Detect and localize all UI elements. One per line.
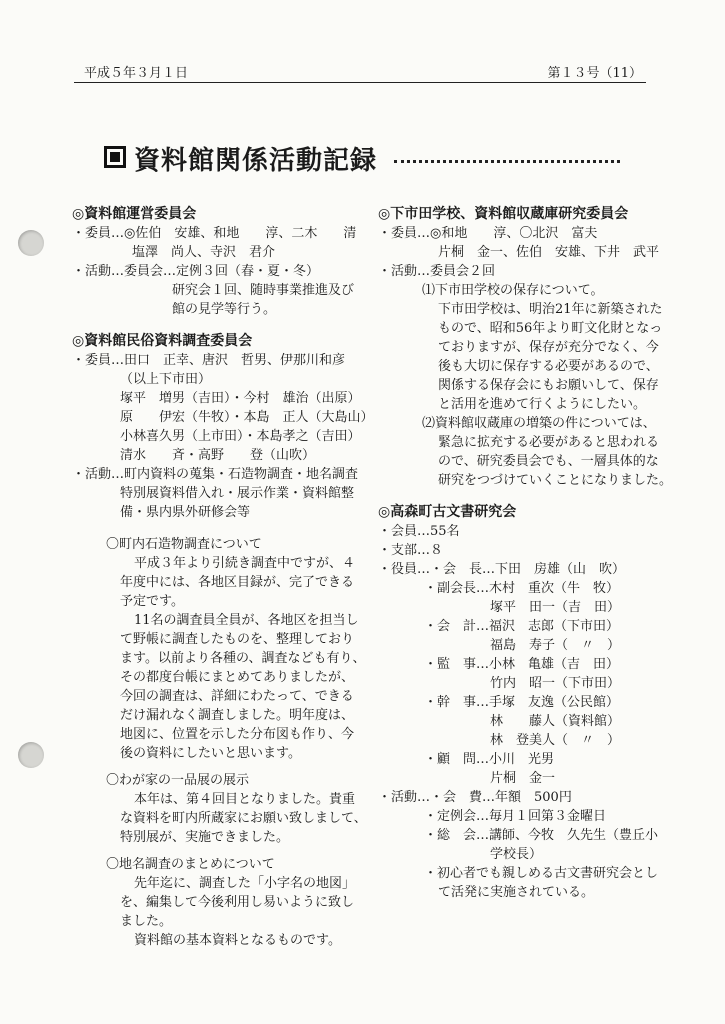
text-line: ・会 計…福沢 志郎（下市田）	[424, 619, 620, 634]
text-line: ます。以前より各種の、調査なども有り、	[120, 651, 366, 666]
text-line: て野帳に調査したものを、整理しており	[120, 632, 355, 647]
spacer	[72, 763, 372, 771]
text-line: 小林喜久男（上市田）・本島孝之（吉田）	[120, 429, 361, 444]
section-heading: ◎高森町古文書研究会	[378, 504, 517, 520]
section-heading: ◎下市田学校、資料館収蔵庫研究委員会	[378, 206, 629, 222]
text-line: ・委員…田口 正幸、唐沢 哲男、伊那川和彦	[72, 353, 346, 368]
text-line: 清水 斉・高野 登（山吹）	[120, 448, 316, 463]
text-line: ・委員…◎和地 淳、〇北沢 富夫	[378, 226, 598, 241]
text-line: ました。	[120, 914, 173, 929]
text-line: ・役員…・会 長…下田 房雄（山 吹）	[378, 562, 626, 577]
section-heading: ◎資料館運営委員会	[72, 206, 197, 222]
text-line: 片桐 金一、佐伯 安雄、下井 武平	[438, 245, 660, 260]
dotted-rule	[394, 160, 620, 163]
text-line: ・顧 問…小川 光男	[424, 752, 555, 767]
text-line: と活用を進めて行くようにしたい。	[438, 397, 647, 412]
text-line: 緊急に拡充する必要があると思われる	[438, 435, 660, 450]
text-line: 先年迄に、調査した「小字名の地図」	[134, 876, 356, 891]
text-line: 地図に、位置を示した分布図も作り、今	[120, 727, 355, 742]
text-line: 林 藤人（資料館）	[490, 714, 621, 729]
text-line: ・委員…◎佐伯 安雄、和地 淳、二木 清	[72, 226, 357, 241]
text-line: 片桐 金一	[490, 771, 556, 786]
left-column	[72, 205, 372, 950]
text-line: 研究会１回、随時事業推進及び	[172, 283, 355, 298]
text-line: 関係する保存会にもお願いして、保存	[438, 378, 659, 393]
text-line: 〇地名調査のまとめについて	[106, 857, 275, 872]
text-line: ⑵資料館収蔵庫の増築の件については、	[422, 416, 656, 431]
text-line: 塚平 増男（吉田）・今村 雄治（出原）	[120, 391, 361, 406]
right-column	[378, 205, 678, 902]
text-line: 後も大切に保存する必要があるので、	[438, 359, 659, 374]
spacer	[72, 847, 372, 855]
text-line: な資料を町内所蔵家にお願い致しまして、	[120, 811, 367, 826]
text-line: ・副会長…木村 重次（牛 牧）	[424, 581, 620, 596]
text-line: 予定です。	[120, 594, 184, 609]
binder-hole-top	[18, 230, 44, 256]
text-line: 塩澤 尚人、寺沢 君介	[132, 245, 276, 260]
title-text: 資料館関係活動記録	[134, 146, 378, 176]
header-date: 平成５年３月１日	[84, 66, 189, 81]
text-line: もので、昭和56年より町文化財となっ	[438, 321, 663, 336]
text-line: て活発に実施されている。	[438, 885, 595, 900]
text-line: 特別展資料借入れ・展示作業・資料館整	[120, 486, 355, 501]
text-line: 塚平 田一（吉 田）	[490, 600, 621, 615]
text-line: 11名の調査員全員が、各地区を担当し	[134, 613, 359, 628]
page-header	[74, 60, 646, 83]
text-line: 下市田学校は、明治21年に新築された	[438, 302, 663, 317]
text-line: 平成３年より引続き調査中ですが、４	[134, 556, 356, 571]
text-line: ・幹 事…手塚 友逸（公民館）	[424, 695, 620, 710]
section-title	[104, 140, 624, 180]
spacer	[72, 319, 372, 332]
text-line: ておりますが、保存が充分でなく、今	[438, 340, 659, 355]
text-line: 竹内 昭一（下市田）	[490, 676, 621, 691]
text-line: だけ漏れなく調査しました。明年度は、	[120, 708, 355, 723]
text-line: 今回の調査は、詳細にわたって、できる	[120, 689, 354, 704]
text-line: 本年は、第４回目となりました。貴重	[134, 792, 356, 807]
spacer	[378, 490, 678, 503]
text-line: を、編集して今後利用し易いように致し	[120, 895, 355, 910]
text-line: 〇わが家の一品展の展示	[106, 773, 250, 788]
text-line: ので、研究委員会でも、一層具体的な	[438, 454, 659, 469]
text-line: その都度台帳にまとめてありましたが、	[120, 670, 355, 685]
text-line: 福島 寿子（ 〃 ）	[490, 638, 621, 653]
text-line: ・活動…・会 費…年額 500円	[378, 790, 572, 805]
text-line: ・支部…８	[378, 543, 444, 558]
text-line: ・会員…55名	[378, 524, 460, 539]
text-line: 後の資料にしたいと思います。	[120, 746, 301, 761]
square-bullet-icon	[104, 146, 126, 168]
text-line: ・初心者でも親しめる古文書研究会とし	[424, 866, 659, 881]
text-line: ・監 事…小林 亀雄（吉 田）	[424, 657, 620, 672]
text-line: 資料館の基本資料となるものです。	[134, 933, 341, 948]
text-line: 備・県内県外研修会等	[120, 505, 251, 520]
text-line: ・活動…委員会…定例３回（春・夏・冬）	[72, 264, 320, 279]
text-line: 〇町内石造物調査について	[106, 537, 262, 552]
text-line: 原 伊宏（牛牧）・本島 正人（大島山）	[120, 410, 374, 425]
spacer	[72, 522, 372, 535]
text-line: 館の見学等行う。	[172, 302, 277, 317]
text-line: 林 登美人（ 〃 ）	[490, 733, 621, 748]
text-line: 年度中には、各地区目録が、完了できる	[120, 575, 355, 590]
text-line: ・活動…町内資料の蒐集・石造物調査・地名調査	[72, 467, 359, 482]
text-line: 研究をつづけていくことになりました。	[438, 473, 673, 488]
text-line: 特別展が、実施できました。	[120, 830, 290, 845]
text-line: ・活動…委員会２回	[378, 264, 496, 279]
binder-hole-bottom	[18, 742, 44, 768]
text-line: 学校長）	[490, 847, 543, 862]
text-line: ⑴下市田学校の保存について。	[422, 283, 604, 298]
text-line: （以上下市田）	[120, 372, 212, 387]
section-heading: ◎資料館民俗資料調査委員会	[72, 333, 253, 349]
text-line: ・総 会…講師、今牧 久先生（豊丘小	[424, 828, 659, 843]
header-issue: 第１３号（11）	[547, 66, 642, 81]
text-line: ・定例会…毎月１回第３金曜日	[424, 809, 607, 824]
